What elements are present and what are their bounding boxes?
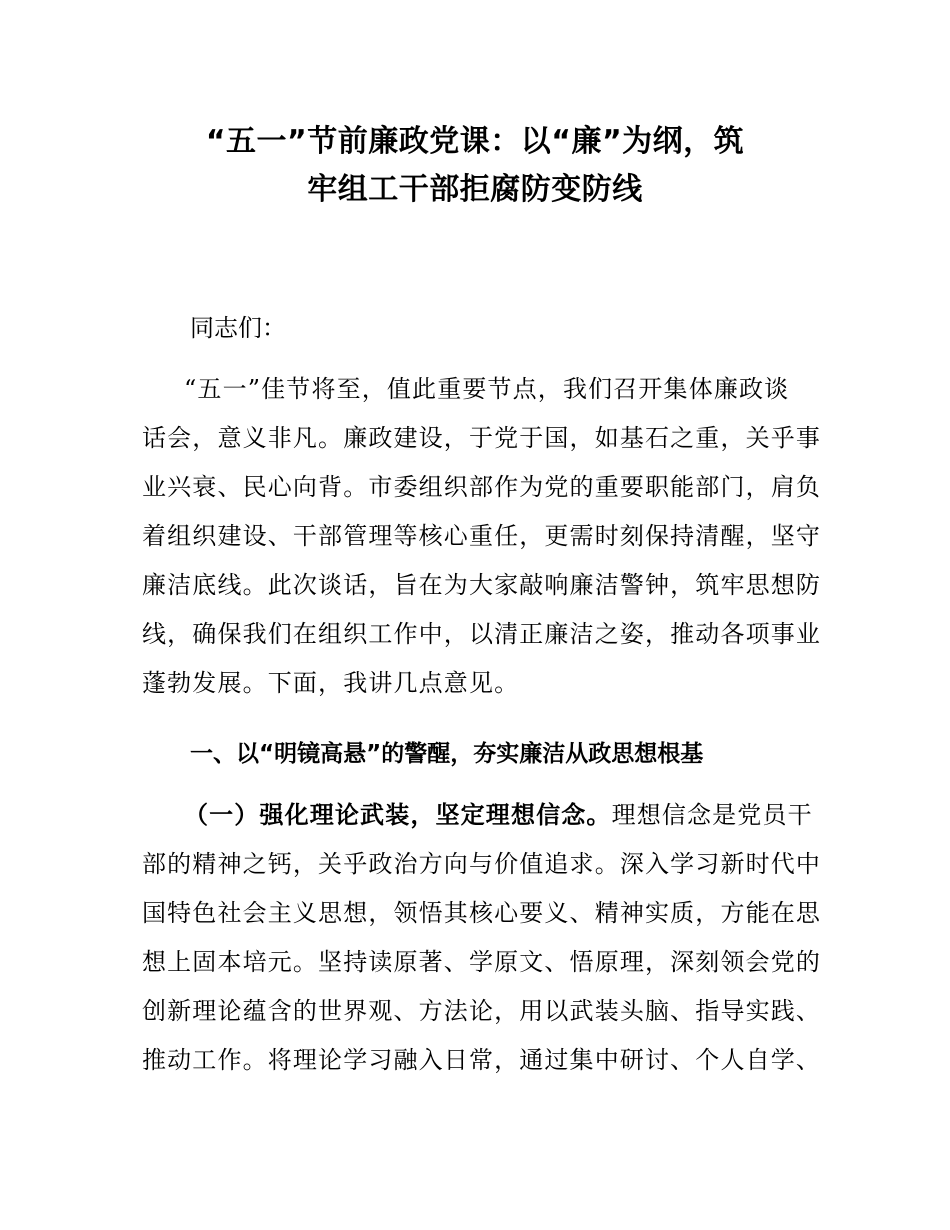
- title-line-2: 牢组工干部拒腐防变防线: [307, 172, 643, 207]
- section-heading-1: 一、以“明镜高悬”的警醒，夯实廉洁从政思想根基: [190, 741, 704, 767]
- paragraph-line: 廉洁底线。此次谈话，旨在为大家敲响廉洁警钟，筑牢思想防: [142, 571, 822, 599]
- paragraph-line: 创新理论蕴含的世界观、方法论，用以武装头脑、指导实践、: [142, 997, 822, 1025]
- title-line-1: “五一”节前廉政党课：以“廉”为纲，筑: [205, 124, 745, 159]
- salutation: 同志们：: [190, 314, 286, 342]
- paragraph-section-1-1: [142, 791, 822, 1085]
- paragraph-line: [142, 791, 813, 840]
- paragraph-line: 蓬勃发展。下面，我讲几点意见。: [142, 669, 520, 697]
- paragraph-intro: [142, 365, 822, 708]
- paragraph-line: 想上固本培元。坚持读原著、学原文、悟原理，深刻领会党的: [142, 948, 822, 976]
- subsection-heading: （一）强化理论武装，坚定理想信念。: [184, 801, 612, 829]
- paragraph-line: 部的精神之钙，关乎政治方向与价值追求。深入学习新时代中: [142, 850, 822, 878]
- paragraph-line-text: 理想信念是党员干: [611, 801, 813, 829]
- paragraph-line: 线，确保我们在组织工作中，以清正廉洁之姿，推动各项事业: [142, 620, 822, 648]
- paragraph-line: 国特色社会主义思想，领悟其核心要义、精神实质，方能在思: [142, 899, 822, 927]
- paragraph-line: 着组织建设、干部管理等核心重任，更需时刻保持清醒，坚守: [142, 522, 822, 550]
- document-title: [120, 118, 830, 214]
- paragraph-line: “五一”佳节将至，值此重要节点，我们召开集体廉政谈: [184, 375, 790, 403]
- paragraph-line: 推动工作。将理论学习融入日常，通过集中研讨、个人自学、: [142, 1046, 822, 1074]
- paragraph-line: 话会，意义非凡。廉政建设，于党于国，如基石之重，关乎事: [142, 424, 822, 452]
- paragraph-line: 业兴衰、民心向背。市委组织部作为党的重要职能部门，肩负: [142, 473, 822, 501]
